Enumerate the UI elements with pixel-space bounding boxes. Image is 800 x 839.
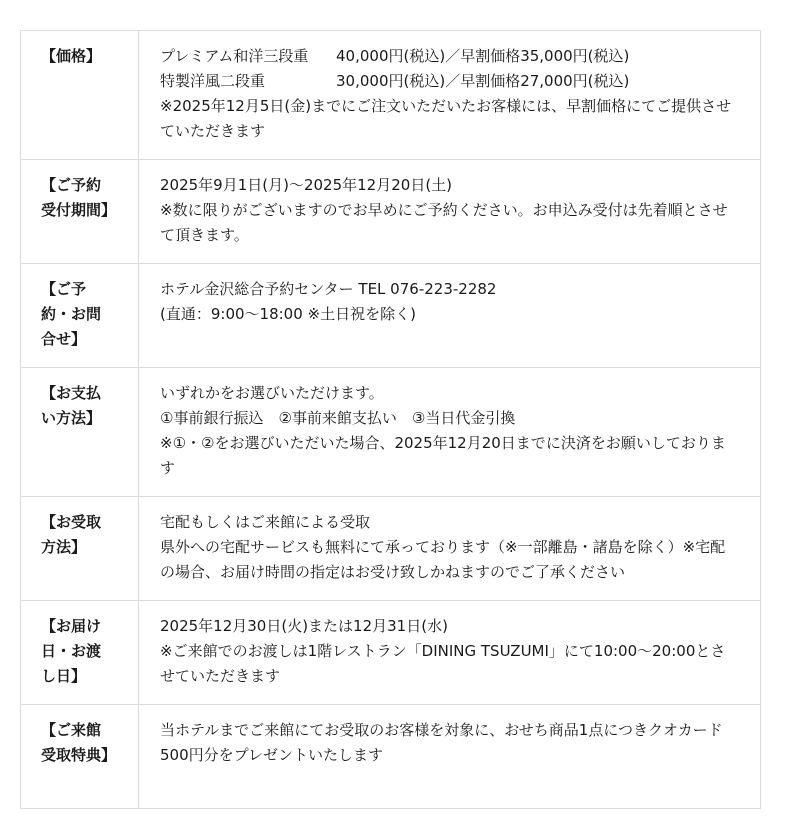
payment-note: ※①・②をお選びいただいた場合、2025年12月20日までに決済をお願いしております (160, 434, 726, 477)
table-row (21, 705, 761, 809)
label-price: 【価格】 (41, 47, 102, 65)
row-label (21, 160, 139, 264)
row-value (139, 497, 761, 601)
label-reservation-period: 【ご予約受付期間】 (41, 176, 117, 219)
row-value (139, 160, 761, 264)
row-value (139, 705, 761, 809)
label-receipt: 【お受取方法】 (41, 513, 102, 556)
row-value (139, 601, 761, 705)
price-detail: 30,000円(税込)／早割価格27,000円(税込) (336, 72, 630, 90)
reservation-note: ※数に限りがございますのでお早めにご予約ください。お申込み受付は先着順とさせて頂きます。 (160, 201, 728, 244)
delivery-note: ※ご来館でのお渡しは1階レストラン「DINING TSUZUMI」にて10:00〜20:00とさせていただきます (160, 642, 726, 685)
visit-bonus-text: 当ホテルまでご来館にてお受取のお客様を対象に、おせち商品1点につきクオカード500円分をプレゼントいたします (160, 721, 723, 764)
row-label (21, 31, 139, 160)
label-payment: 【お支払い方法】 (41, 384, 102, 427)
receipt-method: 宅配もしくはご来館による受取 (160, 513, 371, 531)
table-row (21, 264, 761, 368)
row-value (139, 368, 761, 497)
row-value (139, 31, 761, 160)
contact-hours: (直通：9:00〜18:00 ※土日祝を除く) (160, 305, 416, 323)
price-note: ※2025年12月5日(金)までにご注文いただいたお客様には、早割価格にてご提供させていただきます (160, 97, 732, 140)
table-row (21, 601, 761, 705)
payment-options: ①事前銀行振込 ②事前来館支払い ③当日代金引換 (160, 409, 516, 427)
price-name: プレミアム和洋三段重 (160, 47, 309, 65)
row-label (21, 264, 139, 368)
price-line (160, 69, 740, 94)
price-detail: 40,000円(税込)／早割価格35,000円(税込) (336, 47, 630, 65)
row-label (21, 497, 139, 601)
row-value (139, 264, 761, 368)
label-delivery-date: 【お届け日・お渡し日】 (41, 617, 102, 685)
label-contact: 【ご予約・お問合せ】 (41, 280, 102, 348)
row-label (21, 601, 139, 705)
table-row (21, 497, 761, 601)
reservation-dates: 2025年9月1日(月)〜2025年12月20日(土) (160, 176, 453, 194)
receipt-note: 県外への宅配サービスも無料にて承っております（※一部離島・諸島を除く）※宅配の場合、お届け時間の指定はお受け致しかねますのでご了承ください (160, 538, 726, 581)
table-row (21, 160, 761, 264)
contact-phone: ホテル金沢総合予約センター TEL 076-223-2282 (160, 280, 497, 298)
row-label (21, 368, 139, 497)
row-label (21, 705, 139, 809)
table-row (21, 31, 761, 160)
label-visit-bonus: 【ご来館受取特典】 (41, 721, 117, 764)
delivery-dates: 2025年12月30日(火)または12月31日(水) (160, 617, 448, 635)
table-row (21, 368, 761, 497)
info-table (20, 30, 761, 809)
payment-intro: いずれかをお選びいただけます。 (160, 384, 384, 402)
price-line (160, 44, 740, 69)
price-name: 特製洋風二段重 (160, 72, 266, 90)
